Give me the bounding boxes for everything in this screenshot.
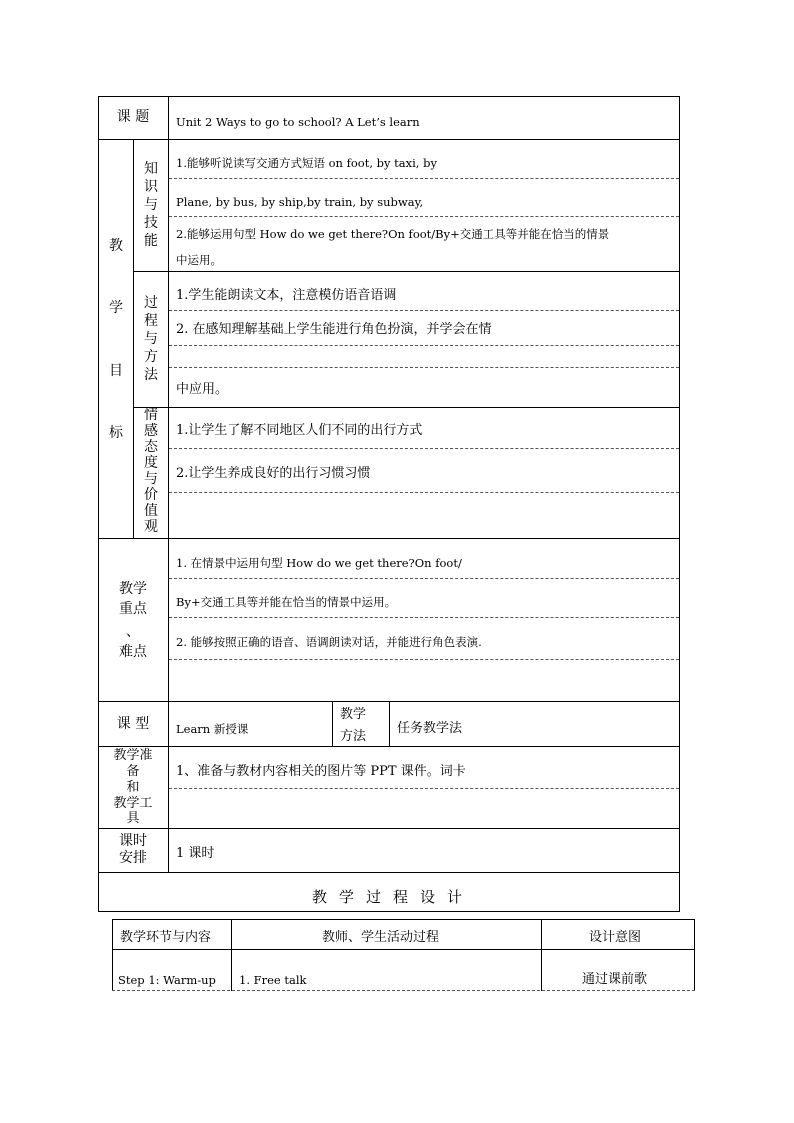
emotion-line: 1.让学生了解不同地区人们不同的出行方式 xyxy=(176,423,423,438)
table-cell: Step 1: Warm-up xyxy=(118,973,216,987)
col-divider xyxy=(541,919,542,991)
row-divider xyxy=(98,828,680,829)
table-cell: 1. Free talk xyxy=(239,973,307,987)
process-line: 中应用。 xyxy=(176,382,229,397)
goals-label-char: 学 xyxy=(109,300,123,316)
dashed-line xyxy=(169,578,679,579)
table-cell: 通过课前歌 xyxy=(582,972,648,987)
prep-value: 1、准备与教材内容相关的图片等 PPT 课件。词卡 xyxy=(176,764,466,779)
col-divider xyxy=(168,96,169,872)
row-divider xyxy=(133,271,680,272)
time-label-line: 安排 xyxy=(119,850,147,866)
process-line: 2. 在感知理解基础上学生能进行角色扮演，并学会在情 xyxy=(176,322,492,337)
label-char: 值 xyxy=(144,503,158,519)
column-header: 设计意图 xyxy=(589,930,642,945)
goals-label-char: 标 xyxy=(109,425,123,441)
lesson-type-label: 课 型 xyxy=(116,716,150,732)
label-char: 感 xyxy=(144,423,158,439)
label-line: 备 xyxy=(126,764,140,779)
col-divider xyxy=(332,701,333,746)
dashed-line xyxy=(169,310,679,311)
key-point-line: 2. 能够按照正确的语音、语调朗读对话，并能进行角色表演. xyxy=(176,635,482,649)
column-header: 教师、学生活动过程 xyxy=(322,930,440,945)
dashed-line xyxy=(169,448,679,449)
row-divider xyxy=(133,407,680,408)
row-divider xyxy=(112,949,695,950)
row-divider xyxy=(98,139,680,140)
label-char: 能 xyxy=(144,233,158,249)
dashed-line xyxy=(169,178,679,179)
label-char: 度 xyxy=(144,455,158,471)
label-char: 观 xyxy=(144,519,158,535)
table-border-left xyxy=(112,919,113,991)
lesson-type-value: Learn 新授课 xyxy=(176,722,249,736)
emotion-line: 2.让学生养成良好的出行习惯习惯 xyxy=(176,466,371,481)
label-char: 态 xyxy=(144,439,158,455)
row-divider xyxy=(98,538,680,539)
label-char: 知 xyxy=(144,161,158,177)
row-divider xyxy=(98,746,680,747)
col-divider xyxy=(231,919,232,991)
label-char: 与 xyxy=(144,471,158,487)
design-title: 教学过程设计 xyxy=(312,888,475,906)
dashed-line xyxy=(169,492,679,493)
topic-value: Unit 2 Ways to go to school? A Let’s learn xyxy=(176,115,420,129)
dashed-line xyxy=(169,617,679,618)
col-divider xyxy=(133,139,134,538)
dashed-line xyxy=(169,659,679,660)
table-border-left xyxy=(98,96,99,911)
col-divider xyxy=(389,701,390,746)
method-value: 任务教学法 xyxy=(397,721,463,736)
goals-label-char: 教 xyxy=(109,238,123,254)
label-line: 重点 xyxy=(119,601,147,617)
column-header: 教学环节与内容 xyxy=(120,930,212,945)
label-line: 、 xyxy=(126,624,140,640)
label-line: 教学工 xyxy=(113,796,153,811)
key-point-line: By+交通工具等并能在恰当的情景中运用。 xyxy=(176,595,397,609)
label-char: 程 xyxy=(144,313,158,329)
knowledge-line: 1.能够听说读写交通方式短语 on foot, by taxi, by xyxy=(176,156,437,170)
label-char: 情 xyxy=(144,407,158,423)
label-line: 难点 xyxy=(119,644,147,660)
topic-label: 课 题 xyxy=(116,109,150,125)
table-border-right xyxy=(679,96,680,911)
label-char: 与 xyxy=(144,197,158,213)
key-point-line: 1. 在情景中运用句型 How do we get there?On foot/ xyxy=(176,556,462,570)
process-line: 1.学生能朗读文本，注意模仿语音语调 xyxy=(176,288,397,303)
label-line: 具 xyxy=(126,811,140,826)
label-char: 价 xyxy=(144,487,158,503)
dashed-line xyxy=(112,990,695,991)
knowledge-line: Plane, by bus, by ship,by train, by subway, xyxy=(176,195,424,209)
method-label-line: 教学 xyxy=(340,707,367,722)
time-label-line: 课时 xyxy=(119,833,147,849)
table-border-bottom xyxy=(98,911,680,912)
dashed-line xyxy=(169,367,679,368)
label-line: 和 xyxy=(126,780,140,795)
label-char: 过 xyxy=(144,295,158,311)
table-border-top xyxy=(98,96,680,97)
label-char: 识 xyxy=(144,179,158,195)
knowledge-line: 中运用。 xyxy=(176,253,222,267)
label-char: 方 xyxy=(144,349,158,365)
label-char: 与 xyxy=(144,331,158,347)
row-divider xyxy=(98,872,680,873)
knowledge-line: 2.能够运用句型 How do we get there?On foot/By+交通工具等并能在恰当的情景 xyxy=(176,227,610,241)
dashed-line xyxy=(169,788,679,789)
table-border-right xyxy=(694,919,695,991)
dashed-line xyxy=(169,345,679,346)
label-char: 法 xyxy=(144,367,158,383)
label-char: 技 xyxy=(144,215,158,231)
table-border-top xyxy=(112,919,695,920)
time-value: 1 课时 xyxy=(176,846,215,861)
method-label-line: 方法 xyxy=(340,729,367,744)
label-line: 教学 xyxy=(119,581,147,597)
label-line: 教学准 xyxy=(113,748,153,763)
goals-label-char: 目 xyxy=(109,363,123,379)
dashed-line xyxy=(169,216,679,217)
